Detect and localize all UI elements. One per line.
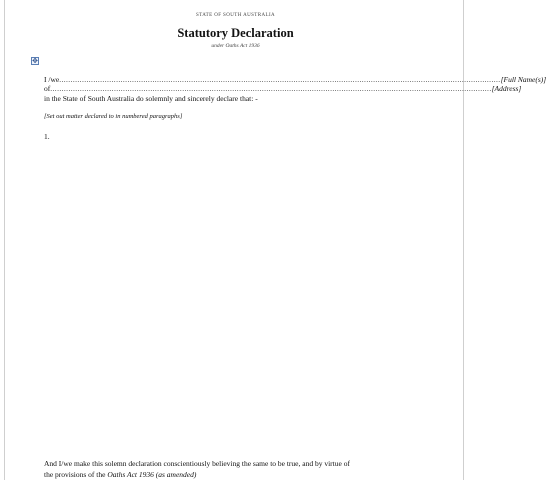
table-move-handle-icon[interactable]: ✥: [32, 57, 38, 65]
state-heading: STATE OF SOUTH AUSTRALIA: [195, 13, 276, 18]
page-border-left: [4, 0, 5, 480]
page-border-right: [463, 0, 464, 480]
full-name-tag: [Full Name(s)]: [500, 75, 546, 84]
paragraph-number[interactable]: 1.: [44, 132, 50, 141]
full-name-line[interactable]: [44, 75, 546, 84]
address-dots: ..................................................................................................................................................................................................: [50, 84, 492, 93]
address-tag: [Address]: [491, 84, 522, 93]
closing-line-2: [44, 470, 196, 479]
full-name-lead: I /we: [44, 75, 60, 84]
document-title: Statutory Declaration: [177, 26, 294, 40]
address-lead: of: [44, 84, 51, 93]
declare-line: in the State of South Australia do solemnly and sincerely declare that: -: [44, 94, 258, 103]
address-line[interactable]: [44, 84, 522, 93]
closing-line-2-prefix: the provisions of the: [44, 470, 108, 479]
full-name-dots: ..................................................................................................................................................................................................: [59, 75, 501, 84]
instruction-text: [Set out matter declared to in numbered paragraphs]: [44, 113, 183, 120]
document-subtitle: under Oaths Act 1936: [211, 43, 260, 49]
closing-line-2-act: Oaths Act 1936 (as amended): [107, 470, 197, 479]
closing-line-1: And I/we make this solemn declaration conscientiously believing the same to be true, and by virtue of: [44, 459, 350, 468]
